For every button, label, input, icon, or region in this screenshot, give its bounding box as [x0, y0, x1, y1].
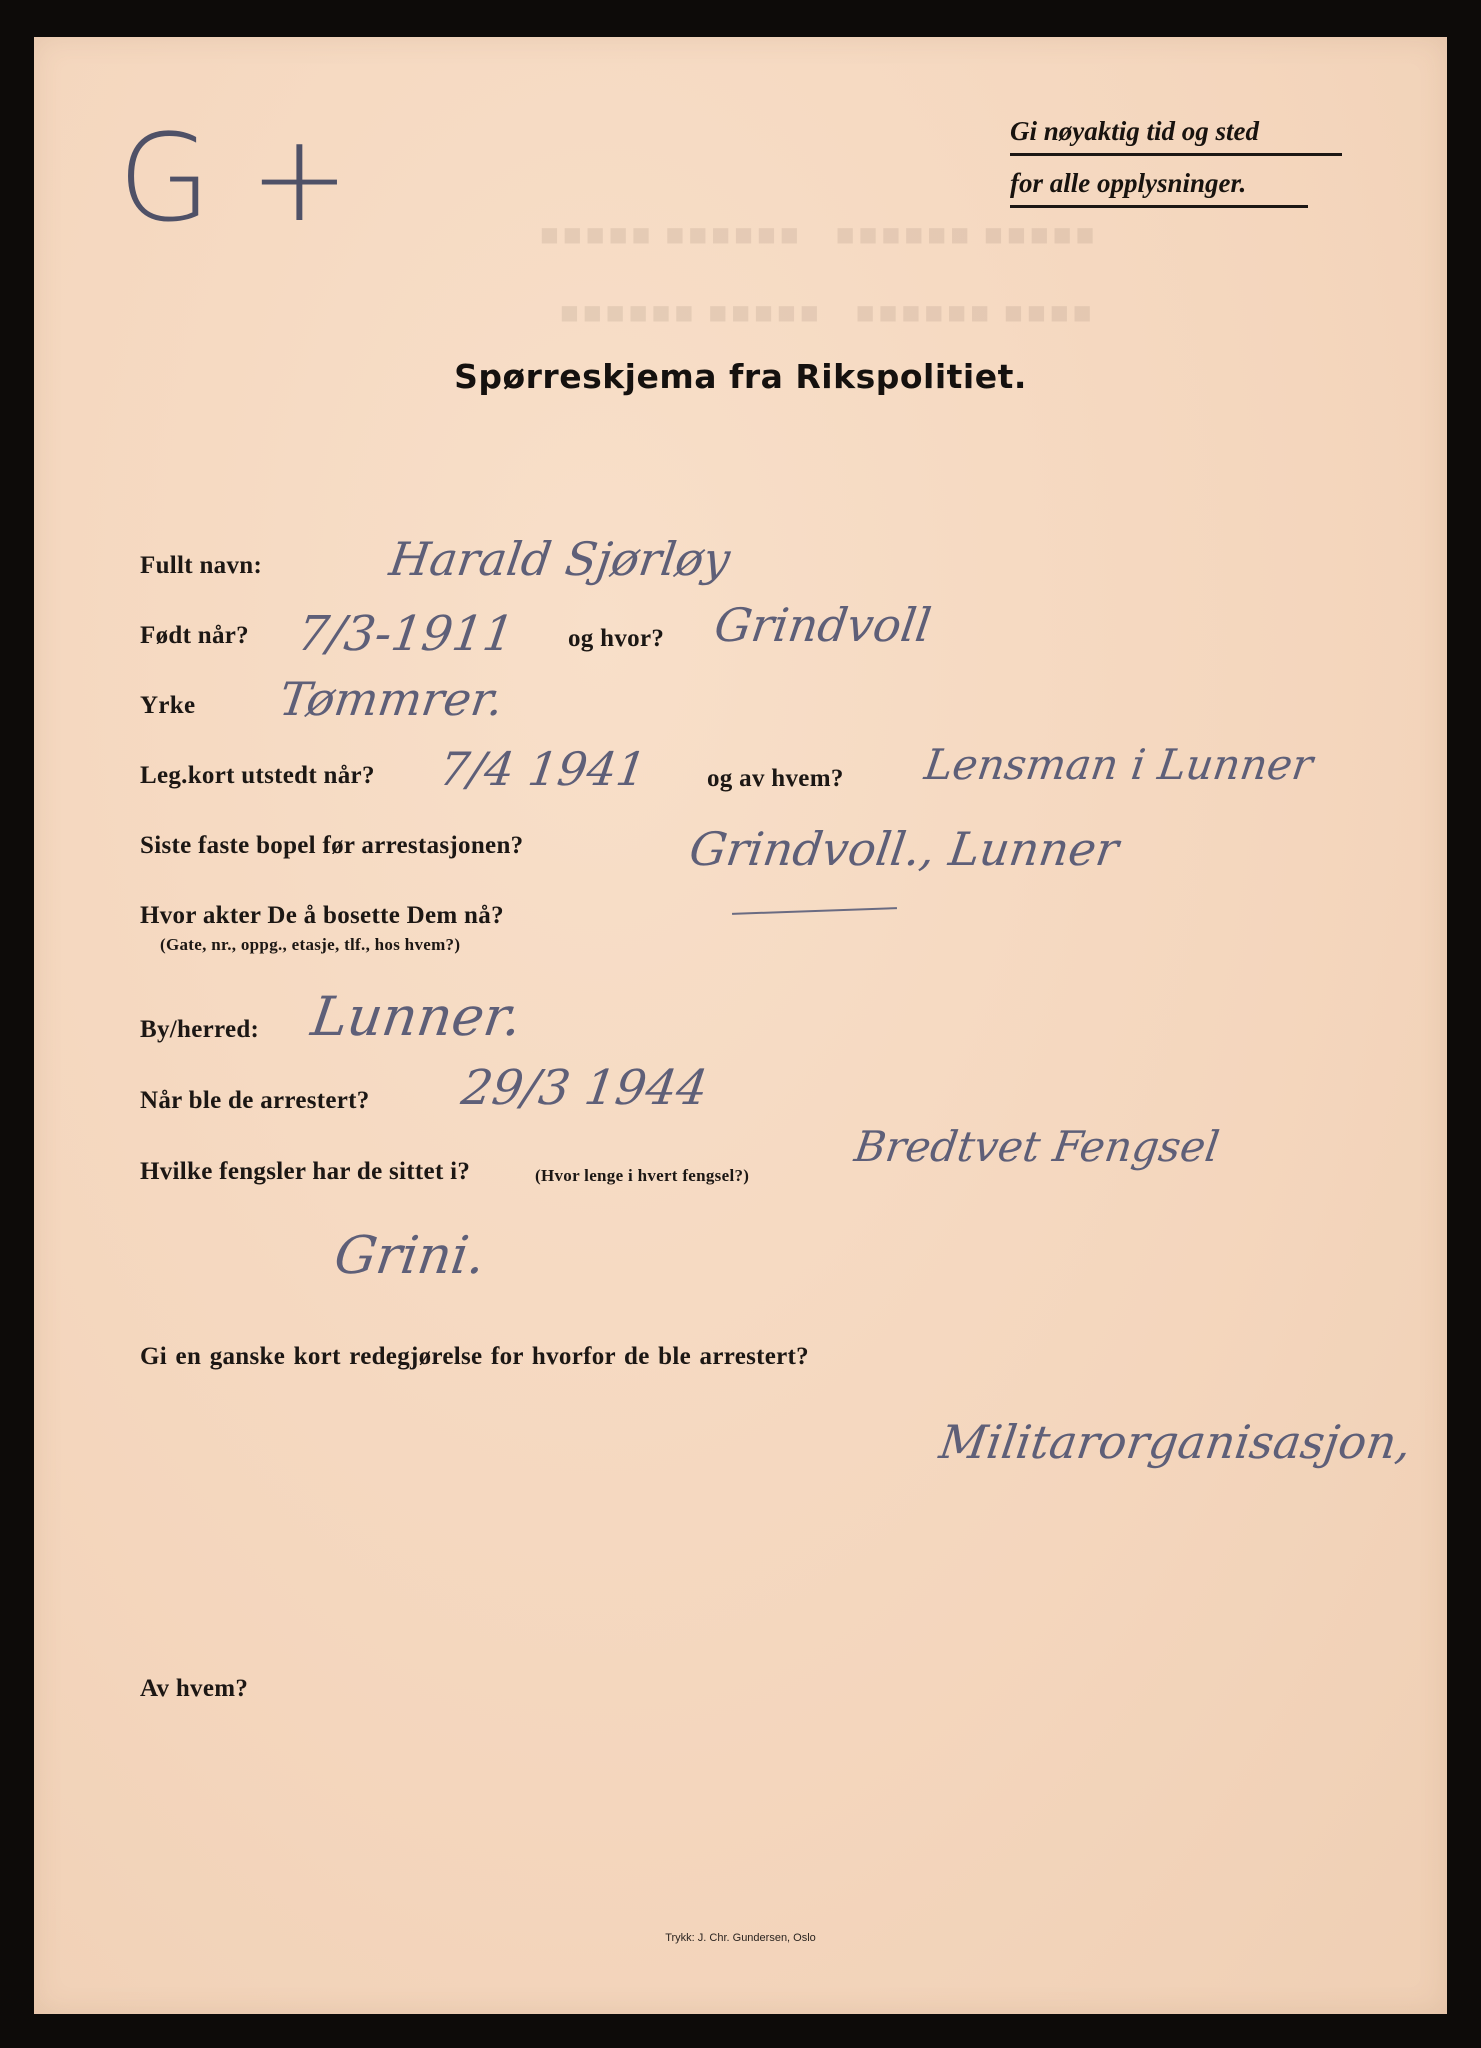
bleed-through-text: ■■■■■ ■■■■■■ ■■■■■■ ■■■■■	[540, 222, 1099, 246]
arrested-when-value: 29/3 1944	[458, 1060, 712, 1116]
instruction-underline-2	[1010, 205, 1308, 208]
born-where-label: og hvor?	[568, 625, 665, 652]
id-card-issued-value: 7/4 1941	[436, 742, 650, 796]
margin-note: G +	[118, 110, 350, 249]
last-residence-label: Siste faste bopel før arrestasjonen?	[140, 832, 524, 859]
occupation-value: Tømmrer.	[276, 672, 507, 726]
municipality-value: Lunner.	[307, 985, 526, 1048]
prisons-label: Hvilke fengsler har de sittet i?	[140, 1158, 471, 1185]
reason-label: Gi en ganske kort redegjørelse for hvorfor de ble arrestert?	[140, 1343, 809, 1370]
id-card-issued-label: Leg.kort utstedt når?	[140, 762, 375, 789]
id-card-by-value: Lensman i Lunner	[921, 740, 1316, 789]
id-card-by-label: og av hvem?	[707, 765, 844, 792]
instruction-line-1: Gi nøyaktig tid og sted	[1010, 116, 1259, 146]
prisons-hint: (Hvor lenge i hvert fengsel?)	[535, 1166, 750, 1185]
settle-where-hint: (Gate, nr., oppg., etasje, tlf., hos hvem?)	[160, 935, 461, 954]
born-when-label: Født når?	[140, 622, 249, 649]
arrested-when-label: Når ble de arrestert?	[140, 1087, 370, 1114]
settle-where-label: Hvor akter De å bosette Dem nå?	[140, 902, 504, 929]
printer-credit: Trykk: J. Chr. Gundersen, Oslo	[665, 1932, 816, 1944]
full-name-value: Harald Sjørløy	[386, 532, 734, 586]
instruction-underline-1	[1010, 153, 1342, 156]
prisons-value-1: Bredtvet Fengsel	[851, 1122, 1223, 1171]
last-residence-value: Grindvoll., Lunner	[686, 822, 1122, 876]
bleed-through-text-2: ■■■■■■ ■■■■■ ■■■■■■ ■■■■	[560, 300, 1096, 324]
born-where-value: Grindvoll	[711, 598, 935, 652]
form-title: Spørreskjema fra Rikspolitiet.	[454, 357, 1027, 396]
born-when-value: 7/3-1911	[294, 606, 518, 662]
municipality-label: By/herred:	[140, 1016, 260, 1043]
instruction-line-2: for alle opplysninger.	[1010, 168, 1247, 198]
prisons-value-2: Grini.	[330, 1226, 489, 1286]
full-name-label: Fullt navn:	[140, 552, 263, 579]
occupation-label: Yrke	[140, 692, 196, 719]
reason-value: Militarorganisasjon,	[936, 1415, 1415, 1469]
by-whom-label: Av hvem?	[140, 1675, 249, 1702]
